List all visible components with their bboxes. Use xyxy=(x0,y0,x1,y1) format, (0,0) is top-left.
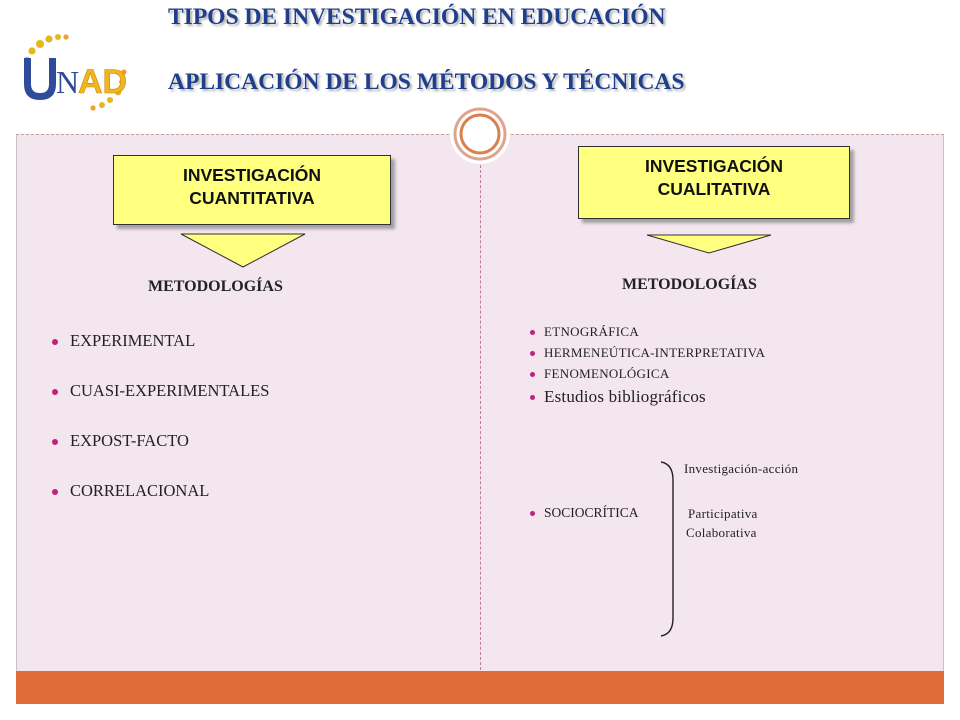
ring-ornament xyxy=(450,104,510,164)
list-item xyxy=(530,345,765,366)
qualitative-box-line-2: CUALITATIVA xyxy=(657,179,771,199)
svg-text:AD: AD xyxy=(78,63,128,101)
list-item xyxy=(52,381,269,431)
footer-bar xyxy=(16,671,944,704)
unad-logo xyxy=(18,34,158,114)
list-item xyxy=(52,431,269,481)
qualitative-box-line-1: INVESTIGACIÓN xyxy=(644,156,784,176)
qualitative-box xyxy=(578,146,850,219)
sociocritica-subtype: Participativa xyxy=(688,506,758,521)
list-item xyxy=(530,324,765,345)
bullet-icon xyxy=(52,489,58,495)
sociocritica-subtype: Investigación-acción xyxy=(684,461,799,476)
list-item xyxy=(530,366,765,387)
list-item xyxy=(52,331,269,381)
quantitative-box xyxy=(113,155,391,225)
bullet-icon xyxy=(530,395,535,400)
bullet-icon xyxy=(530,351,535,356)
down-arrow-icon xyxy=(178,230,308,270)
sociocritica-subtype: Colaborativa xyxy=(686,525,757,540)
quantitative-box-line-1: INVESTIGACIÓN xyxy=(182,165,322,185)
sociocritica-item xyxy=(530,505,639,521)
bullet-icon xyxy=(52,439,58,445)
bracket-icon xyxy=(659,460,681,638)
list-item-label: EXPERIMENTAL xyxy=(70,331,196,350)
sociocritica-label: SOCIOCRÍTICA xyxy=(544,505,639,520)
list-item-label: EXPOST-FACTO xyxy=(70,431,189,450)
list-item xyxy=(52,481,269,531)
list-item xyxy=(530,387,765,411)
quantitative-box-line-2: CUANTITATIVA xyxy=(189,188,315,208)
quantitative-methods-heading: METODOLOGÍAS xyxy=(148,278,283,295)
slide-subtitle: APLICACIÓN DE LOS MÉTODOS Y TÉCNICAS xyxy=(168,69,685,95)
bullet-icon xyxy=(530,372,535,377)
qualitative-methods-list xyxy=(530,324,765,411)
qualitative-methods-heading: METODOLOGÍAS xyxy=(622,276,757,293)
bullet-icon xyxy=(52,339,58,345)
list-item-label: Estudios bibliográficos xyxy=(544,387,706,406)
unad-logo-graphic xyxy=(18,34,158,114)
list-item-label: ETNOGRÁFICA xyxy=(544,324,640,339)
list-item-label: FENOMENOLÓGICA xyxy=(544,366,670,381)
bullet-icon xyxy=(530,511,535,516)
slide-title: TIPOS DE INVESTIGACIÓN EN EDUCACIÓN xyxy=(168,4,666,30)
list-item-label: CORRELACIONAL xyxy=(70,481,210,500)
svg-text:N: N xyxy=(56,64,80,100)
bullet-icon xyxy=(530,330,535,335)
bullet-icon xyxy=(52,389,58,395)
list-item-label: CUASI-EXPERIMENTALES xyxy=(70,381,270,400)
column-divider xyxy=(480,160,481,670)
ring-icon xyxy=(450,104,510,164)
list-item-label: HERMENEÚTICA-INTERPRETATIVA xyxy=(544,345,766,360)
quantitative-methods-list xyxy=(52,331,269,531)
down-arrow-icon xyxy=(644,224,774,256)
